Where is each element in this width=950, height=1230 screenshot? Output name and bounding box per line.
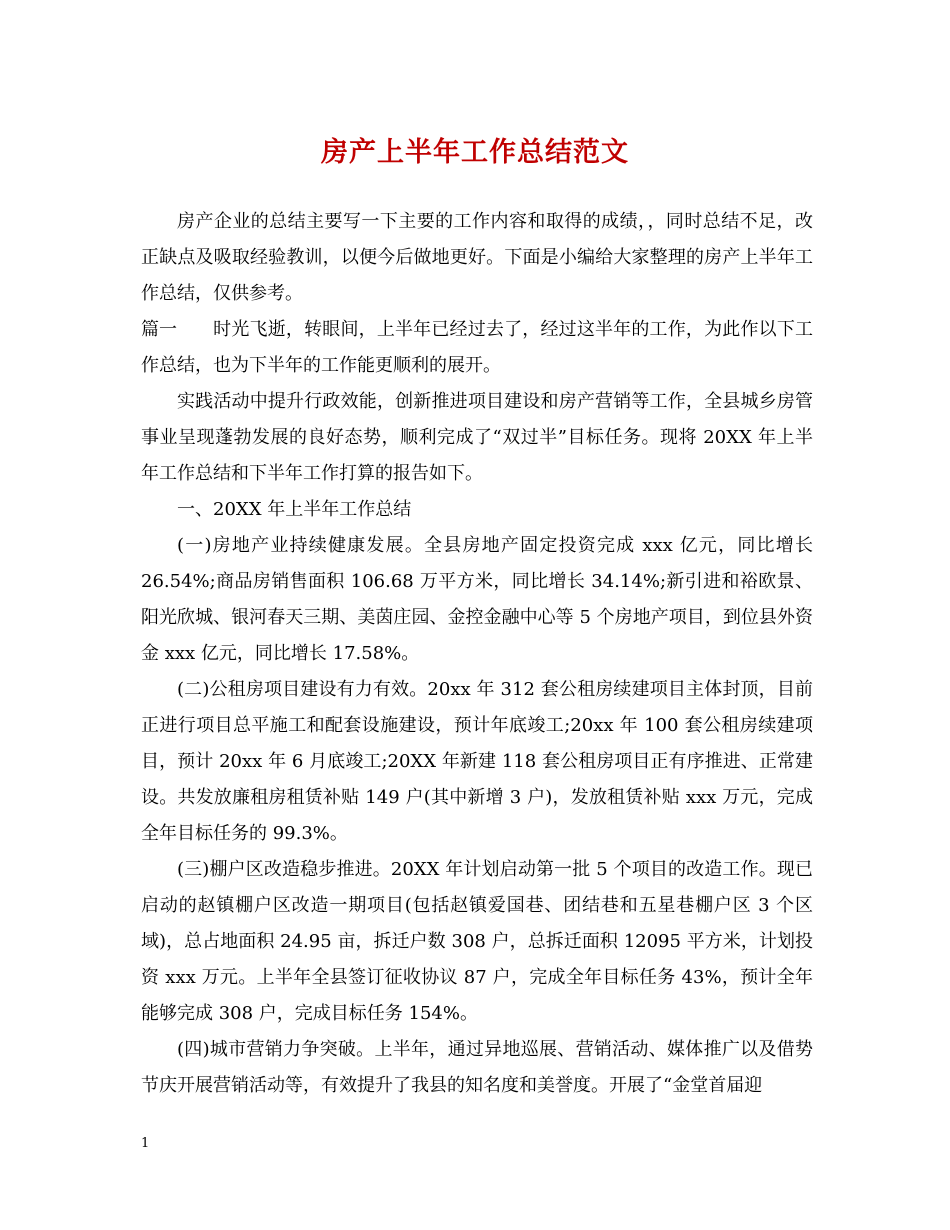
document-body (141, 204, 813, 1104)
paragraph-public-rental: (二)公租房项目建设有力有效。20xx 年 312 套公租房续建项目主体封顶，目前正进行项目总平施工和配套设施建设，预计年底竣工;20xx 年 100 套公租房续建项目，预计 20xx 年 6 月底竣工;20XX 年新建 118 套公租房项目正有序推进、正常建设。共发放廉租房租赁补贴 149 户(其中新增 3 户)，发放租赁补贴 xxx 万元，完成全年目标任务的 99.3%。 (141, 679, 813, 844)
paragraph-practice: 实践活动中提升行政效能，创新推进项目建设和房产营销等工作，全县城乡房管事业呈现蓬勃发展的良好态势，顺利完成了“双过半”目标任务。现将 20XX 年上半年工作总结和下半年工作打算的报告如下。 (141, 391, 813, 484)
paragraph-shantytown: (三)棚户区改造稳步推进。20XX 年计划启动第一批 5 个项目的改造工作。现已启动的赵镇棚户区改造一期项目(包括赵镇爱国巷、团结巷和五星巷棚户区 3 个区域)，总占地面积 24.95 亩，拆迁户数 308 户，总拆迁面积 12095 平方米，计划投资 xxx 万元。上半年全县签订征收协议 87 户，完成全年目标任务 43%，预计全年能够完成 308 户，完成目标任务 154%。 (141, 859, 813, 1024)
paragraph-section-one (141, 312, 813, 384)
page-number: 1 (141, 1136, 150, 1151)
section-label: 篇一 (141, 319, 177, 340)
paragraph-real-estate: (一)房地产业持续健康发展。全县房地产固定投资完成 xxx 亿元，同比增长 26.54%;商品房销售面积 106.68 万平方米，同比增长 34.14%;新引进和裕欧景、阳光欣城、银河春天三期、美茵庄园、金控金融中心等 5 个房地产项目，到位县外资金 xxx 亿元，同比增长 17.58%。 (141, 535, 813, 664)
document-title: 房产上半年工作总结范文 (321, 137, 629, 168)
paragraph-section-one-text: 时光飞逝，转眼间，上半年已经过去了，经过这半年的工作，为此作以下工作总结，也为下半年的工作能更顺利的展开。 (141, 319, 813, 376)
paragraph-city-marketing: (四)城市营销力争突破。上半年，通过异地巡展、营销活动、媒体推广以及借势节庆开展营销活动等，有效提升了我县的知名度和美誉度。开展了“金堂首届迎 (141, 1039, 813, 1096)
paragraph-intro: 房产企业的总结主要写一下主要的工作内容和取得的成绩，，同时总结不足，改正缺点及吸取经验教训，以便今后做地更好。下面是小编给大家整理的房产上半年工作总结，仅供参考。 (141, 211, 813, 304)
heading-first-half-summary: 一、20XX 年上半年工作总结 (177, 499, 412, 520)
